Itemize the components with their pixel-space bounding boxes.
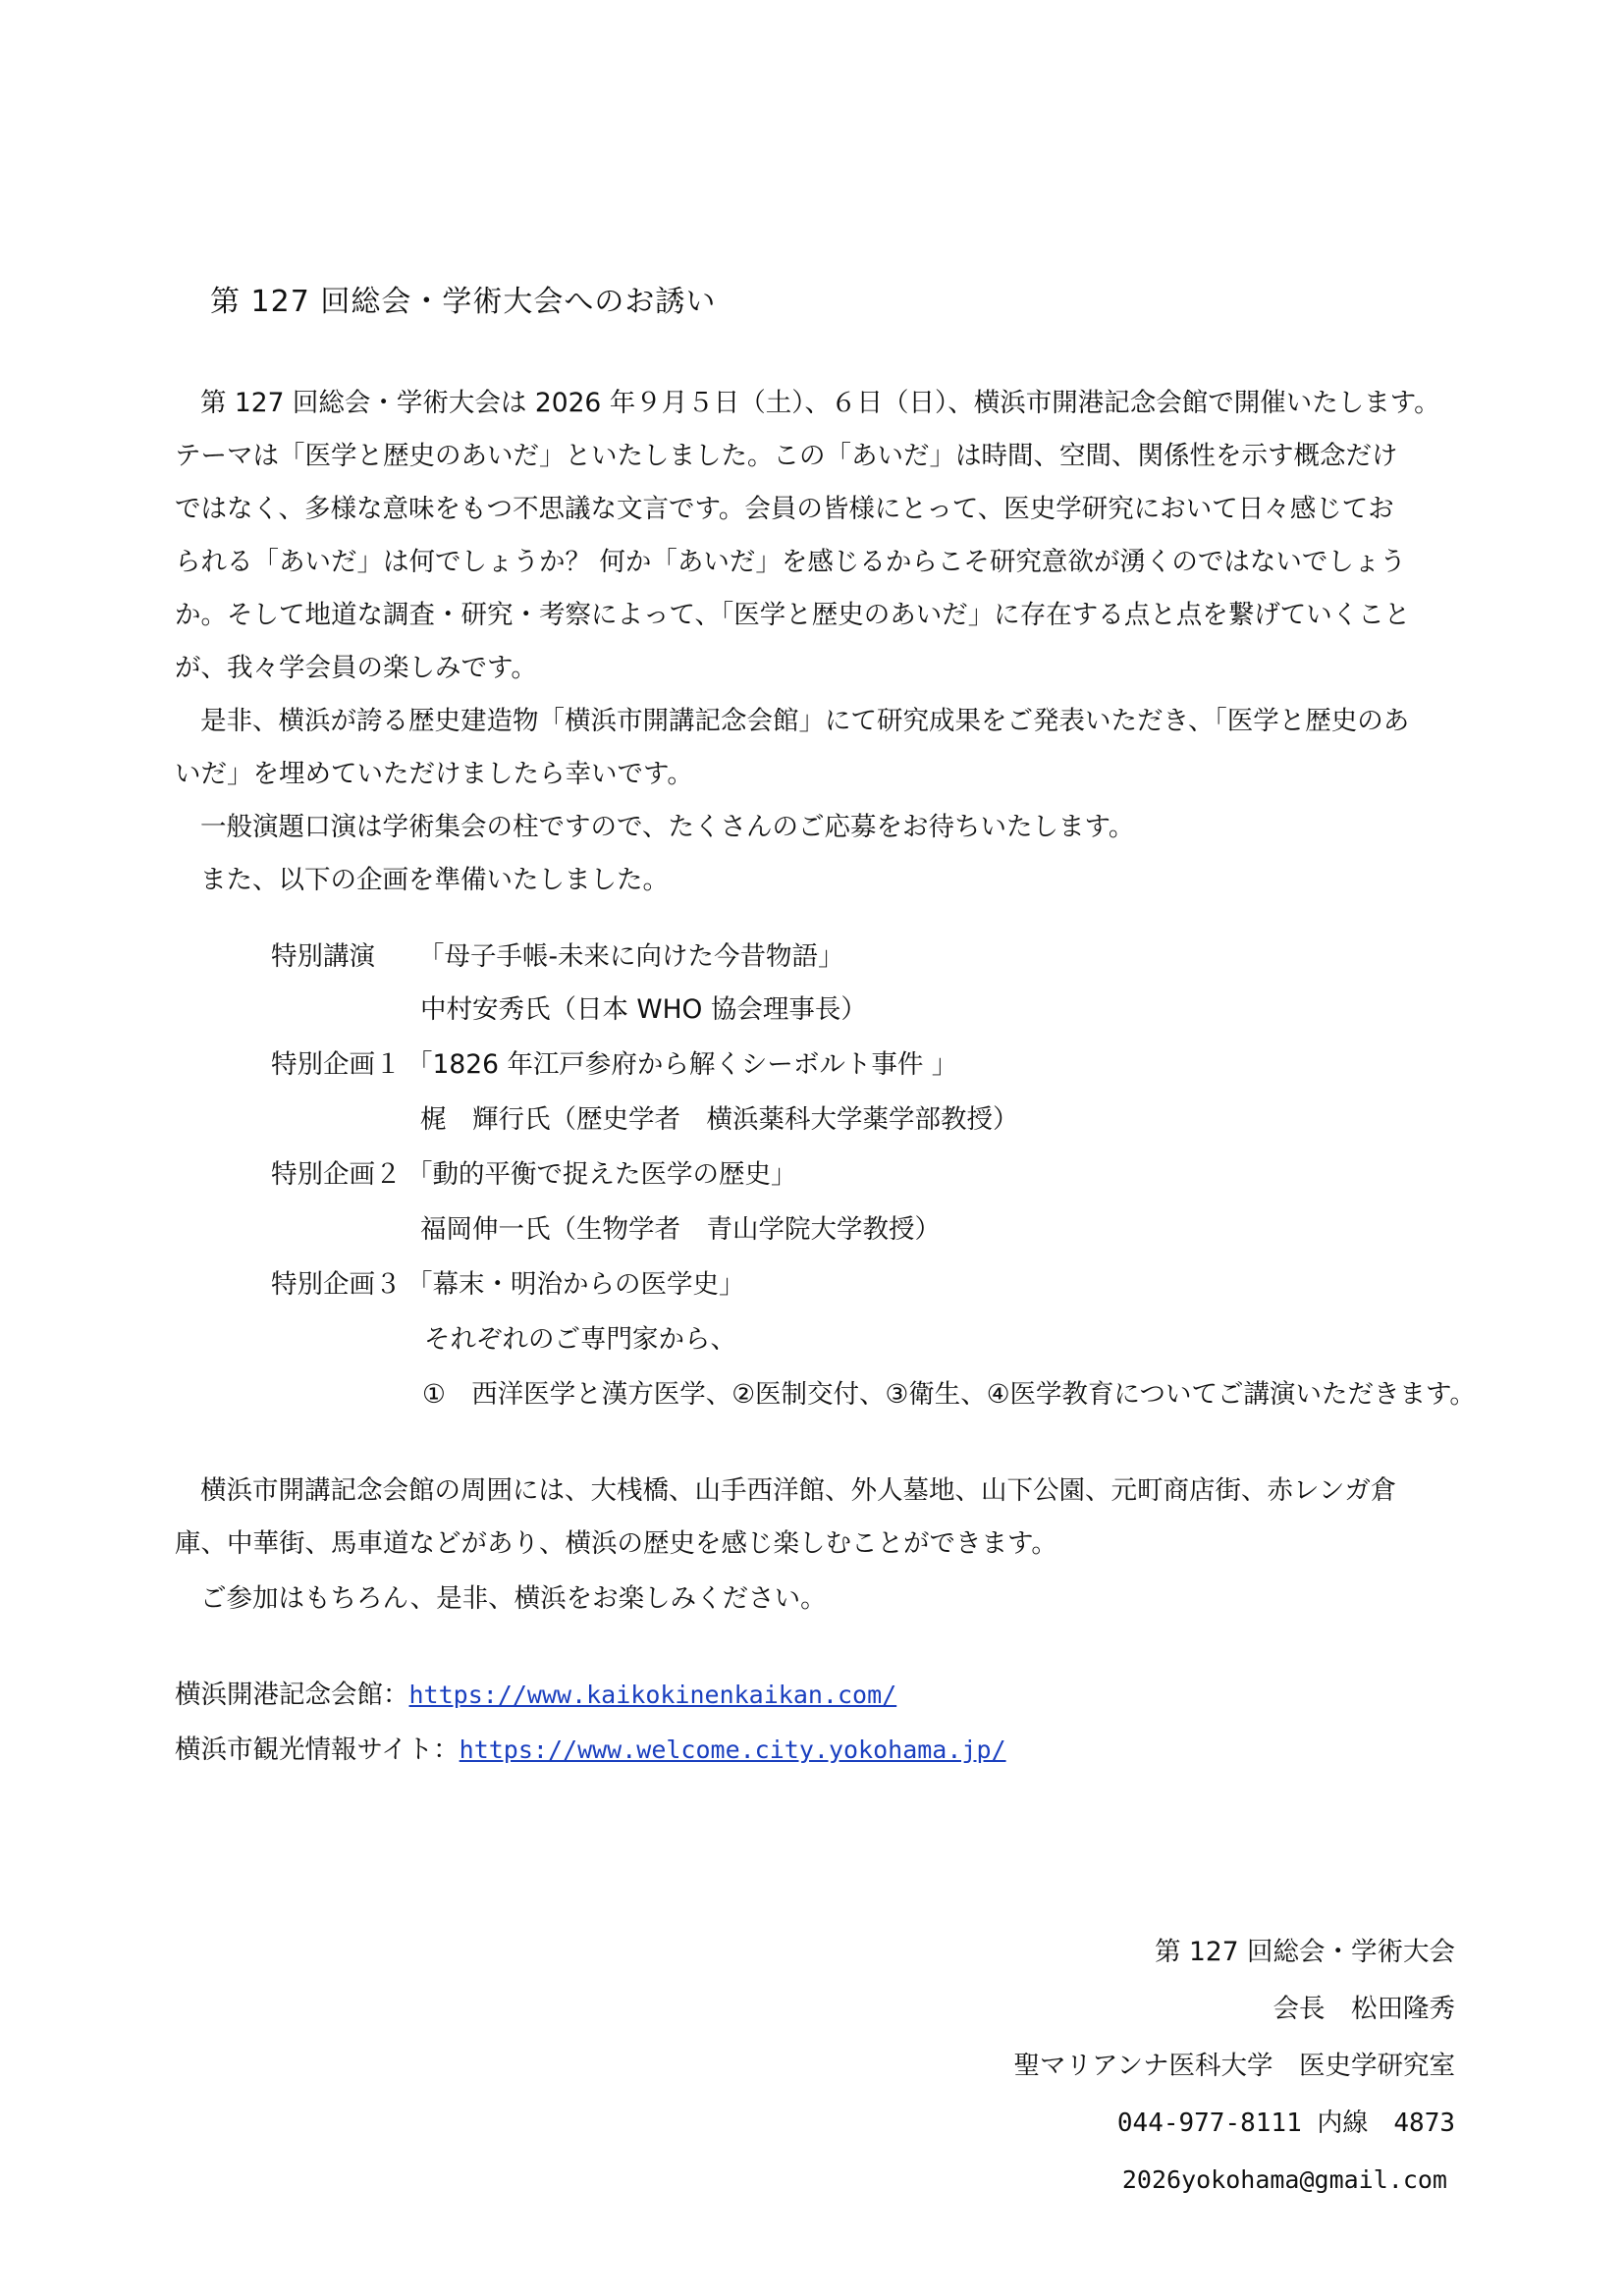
welcome-yokohama-link[interactable]: https://www.welcome.city.yokohama.jp/	[459, 1735, 1006, 1764]
signature-affiliation: 聖マリアンナ医科大学 医史学研究室	[1013, 2051, 1455, 2081]
paragraph-line: また、以下の企画を準備いたしました。	[200, 865, 669, 895]
paragraph-line: テーマは「医学と歴史のあいだ」といたしました。この「あいだ」は時間、空間、関係性を示す概念だけ	[175, 441, 1398, 471]
program-title: 「1826 年江戸参府から解くシーボルト事件 」	[406, 1049, 958, 1080]
link-row	[175, 1724, 1006, 1777]
program-title: 「幕末・明治からの医学史」	[406, 1269, 745, 1300]
program-label: 特別企画２	[271, 1159, 402, 1190]
program-label: 特別講演	[271, 941, 375, 972]
program-speaker: 福岡伸一氏（生物学者 青山学院大学教授）	[420, 1214, 941, 1245]
program-title: 「母子手帳-未来に向けた今昔物語」	[418, 941, 844, 972]
paragraph-line: られる「あいだ」は何でしょうか？ 何か「あいだ」を感じるからこそ研究意欲が湧くのではないでしょう	[175, 547, 1406, 577]
link-label: 横浜市観光情報サイト：	[175, 1735, 460, 1765]
paragraph-line: 第 127 回総会・学術大会は 2026 年９月５日（土）、６日（日）、横浜市開港記念会館で開催いたします。	[200, 388, 1440, 418]
signature-event: 第 127 回総会・学術大会	[1155, 1937, 1455, 1967]
signature-email: 2026yokohama@gmail.com	[1121, 2165, 1447, 2194]
area-line: ご参加はもちろん、是非、横浜をお楽しみください。	[200, 1583, 827, 1614]
program-label: 特別企画３	[271, 1269, 402, 1300]
area-line: 庫、中華街、馬車道などがあり、横浜の歴史を感じ楽しむことができます。	[175, 1528, 1057, 1559]
paragraph-line: いだ」を埋めていただけましたら幸いです。	[175, 759, 693, 789]
paragraph-line: ではなく、多様な意味をもつ不思議な文言です。会員の皆様にとって、医史学研究において日々感じてお	[175, 494, 1394, 524]
signature-phone: 044-977-8111 内線 4873	[1116, 2109, 1455, 2138]
kaikokinenkaikan-link[interactable]: https://www.kaikokinenkaikan.com/	[408, 1681, 897, 1709]
paragraph-line: か。そして地道な調査・研究・考察によって、「医学と歴史のあいだ」に存在する点と点を繋げていくこと	[175, 600, 1411, 630]
program-speaker: 梶 輝行氏（歴史学者 横浜薬科大学薬学部教授）	[420, 1104, 1019, 1135]
program-speaker: 中村安秀氏（日本 WHO 協会理事長）	[420, 994, 867, 1025]
link-label: 横浜開港記念会館：	[175, 1680, 409, 1710]
paragraph-line: 一般演題口演は学術集会の柱ですので、たくさんのご応募をお待ちいたします。	[200, 812, 1135, 842]
paragraph-line: が、我々学会員の楽しみです。	[175, 653, 537, 683]
link-row	[175, 1669, 896, 1722]
program-label: 特別企画１	[271, 1049, 402, 1080]
program-title: 「動的平衡で捉えた医学の歴史」	[406, 1159, 797, 1190]
page-title: 第 127 回総会・学術大会へのお誘い	[210, 285, 717, 319]
program-note: それぞれのご専門家から、	[424, 1324, 736, 1355]
paragraph-line: 是非、横浜が誇る歴史建造物「横浜市開講記念会館」にて研究成果をご発表いただき、「医学と歴史のあ	[200, 706, 1410, 736]
program-note: ① 西洋医学と漢方医学、②医制交付、③衛生、④医学教育についてご講演いただきます。	[422, 1379, 1476, 1410]
signature-president: 会長 松田隆秀	[1272, 1994, 1455, 2024]
area-line: 横浜市開講記念会館の周囲には、大桟橋、山手西洋館、外人墓地、山下公園、元町商店街、赤レンガ倉	[200, 1475, 1397, 1506]
